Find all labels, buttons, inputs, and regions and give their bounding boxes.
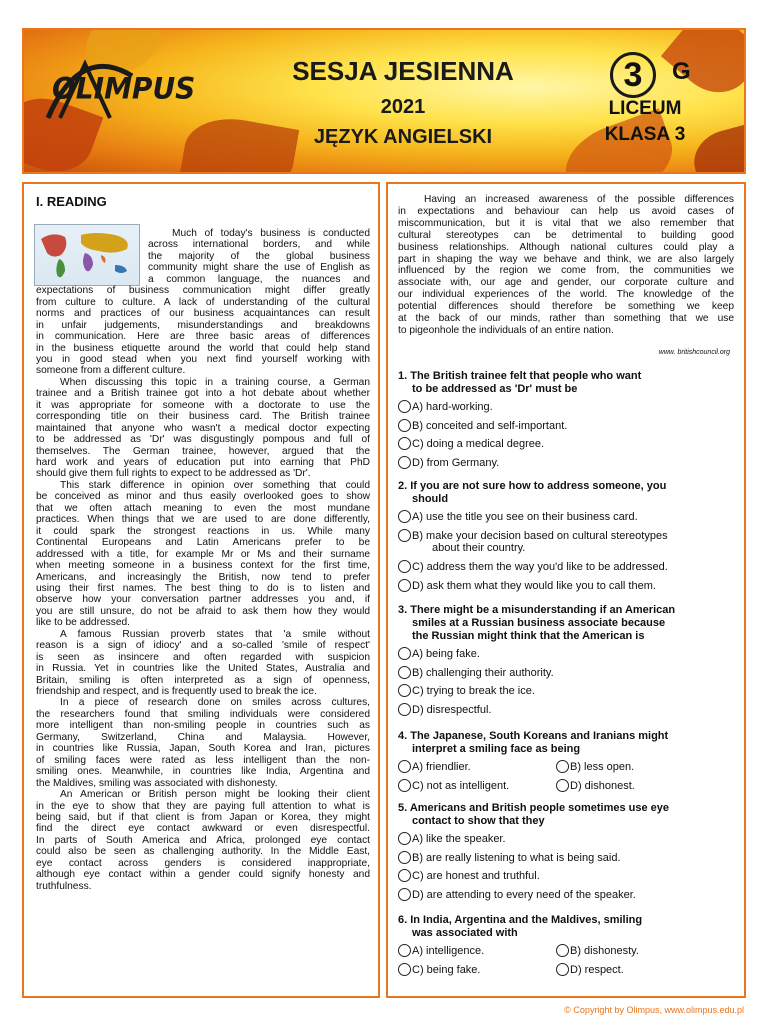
- answer-radio[interactable]: [398, 510, 411, 523]
- article-line: could also be seen as challenging authority. In the Middle East,: [36, 846, 370, 858]
- answer-label: C) doing a medical degree.: [412, 438, 545, 450]
- article-line: community might share the use of English as: [148, 262, 370, 274]
- answer-option[interactable]: [398, 684, 535, 698]
- article-line: business relationships. Although national cultures could play a: [398, 241, 734, 253]
- answer-option[interactable]: [398, 510, 638, 524]
- article-line: that we often attach meaning to even the most mundane: [36, 502, 370, 514]
- question-text: was associated with: [412, 927, 518, 939]
- answer-option[interactable]: [398, 869, 540, 883]
- answer-label: D) dishonest.: [570, 779, 635, 792]
- article-line: themselves. The German trainee, however, argued that the: [36, 445, 370, 457]
- test-letter: G: [672, 58, 691, 85]
- answer-option[interactable]: [398, 832, 506, 846]
- question-text: the Russian might think that the American is: [412, 630, 645, 642]
- reading-column: [22, 182, 380, 998]
- article-line: our individual experiences of the world. The knowledge of the: [398, 289, 734, 301]
- question-text: smiles at a Russian business associate because: [412, 617, 666, 629]
- answer-option[interactable]: [398, 963, 480, 977]
- answer-radio[interactable]: [556, 779, 569, 792]
- article-line: When discussing this topic in a training course, a German: [60, 376, 370, 388]
- article-line: it could spark the strongest reactions in us. While many: [36, 525, 370, 537]
- answer-label: B) dishonesty.: [570, 945, 639, 957]
- article-line: influenced by the region we come from, the communities we: [398, 265, 734, 277]
- article-line: from culture to culture. A lack of understanding of the cultural: [36, 296, 370, 308]
- logo-text: OLIMPUS: [52, 71, 196, 106]
- article-line: friendship and respect, and is frequently used to break the ice.: [36, 686, 317, 697]
- article-line: smiling ones. Meanwhile, in countries like India, Argentina and: [36, 766, 370, 778]
- answer-label-continued: about their country.: [432, 541, 526, 554]
- answer-label: C) being fake.: [412, 963, 481, 976]
- answer-label: B) make your decision based on cultural stereotypes: [412, 529, 668, 542]
- article-line: In a piece of research done on smiles across cultures,: [60, 697, 370, 709]
- answer-radio[interactable]: [398, 437, 411, 450]
- answer-option[interactable]: [398, 647, 480, 661]
- answer-option[interactable]: [398, 944, 484, 958]
- answer-option[interactable]: [398, 888, 636, 902]
- article-line: Having an increased awareness of the possible differences: [424, 194, 734, 205]
- test-number-badge: 3: [610, 52, 656, 98]
- answer-radio[interactable]: [398, 419, 411, 432]
- answer-radio[interactable]: [398, 888, 411, 901]
- article-line: in Russia. Yet in countries like the United States, Australia and: [36, 663, 370, 675]
- question-text: to be addressed as 'Dr' must be: [412, 383, 578, 395]
- article-line: Continental Europeans and Latin Americans prefer to be: [36, 537, 370, 549]
- answer-option[interactable]: [556, 779, 635, 793]
- answer-option[interactable]: [398, 666, 554, 680]
- article-line: in the business etiquette around the world that could help stand: [36, 342, 370, 354]
- answer-radio[interactable]: [398, 400, 411, 413]
- answer-radio[interactable]: [556, 963, 569, 976]
- article-line: the Maldives, smiling was associated with dishonesty.: [36, 777, 278, 789]
- copyright-footer: © Copyright by Olimpus, www.olimpus.edu.pl: [564, 1005, 744, 1015]
- article-line: a common language, the nuances and: [148, 273, 370, 285]
- answer-label: B) challenging their authority.: [412, 666, 554, 679]
- answer-label: C) not as intelligent.: [412, 779, 510, 792]
- answer-radio[interactable]: [398, 647, 411, 660]
- article-line: in the eye to show that they are paying full attention to what is: [36, 800, 370, 812]
- article-line: across international borders, and while: [148, 239, 370, 251]
- level: LICEUM: [608, 98, 682, 119]
- article-line: you are still unsure, do not be afraid to ask them how they would: [36, 605, 370, 617]
- grade: KLASA 3: [604, 124, 686, 145]
- article-line: Germany, Switzerland, China and Malaysia. However,: [36, 731, 370, 743]
- answer-label: D) are attending to every need of the speaker.: [412, 888, 636, 901]
- article-line: part in shaping the way we behave and think, we are also largely: [398, 253, 734, 265]
- article-line: find the direct eye contact awkward or even disrespectful.: [36, 823, 370, 835]
- section-heading: I. READING: [36, 194, 107, 209]
- article-line: more intelligent than non-smiling people in countries such as: [36, 720, 370, 732]
- article-line: trainee and a British trainee got into a hot debate about whether: [36, 388, 370, 400]
- answer-radio[interactable]: [398, 869, 411, 882]
- answer-option[interactable]: [398, 779, 509, 793]
- questions-column: [386, 182, 746, 998]
- article-line: In parts of South America and Africa, prolonged eye contact: [36, 834, 370, 846]
- answer-label: A) intelligence.: [412, 945, 485, 957]
- answer-label: A) use the title you see on their business card.: [412, 511, 638, 523]
- question-text: 3. There might be a misunderstanding if an American: [398, 604, 676, 616]
- answer-label: B) are really listening to what is being said.: [412, 851, 621, 864]
- article-line: should give them full rights to expect to be addressed as 'Dr'.: [36, 468, 311, 480]
- answer-label: B) conceited and self-important.: [412, 419, 568, 432]
- answer-radio[interactable]: [398, 851, 411, 864]
- answer-option[interactable]: [398, 560, 668, 574]
- article-line: maintained that anyone who wasn't a medical doctor expecting: [36, 422, 370, 434]
- answer-radio[interactable]: [398, 944, 411, 957]
- question-text: 6. In India, Argentina and the Maldives, smiling: [398, 914, 643, 926]
- answer-label: D) from Germany.: [412, 456, 500, 469]
- question-text: 1. The British trainee felt that people who want: [398, 370, 642, 382]
- article-line: Much of today's business is conducted: [172, 228, 370, 239]
- article-line: An American or British person might be looking their client: [60, 789, 370, 801]
- session-title: SESJA JESIENNA: [292, 56, 514, 86]
- article-line: being said, but if that client is from Japan or Korea, they might: [36, 811, 370, 823]
- world-map-image: [34, 224, 140, 286]
- answer-radio[interactable]: [398, 779, 411, 792]
- article-line: in countries like Russia, Japan, South Korea and Iran, pictures: [36, 743, 370, 755]
- article-line: like to be addressed.: [36, 617, 131, 629]
- subject: JĘZYK ANGIELSKI: [313, 126, 493, 148]
- answer-option[interactable]: [556, 760, 634, 774]
- article-line: reason is a sign of idiocy' and a so-called 'smile of respect': [36, 640, 370, 652]
- answer-label: A) being fake.: [412, 648, 480, 660]
- article-line: be conceived as minor and thus easily overlooked goes to show: [36, 491, 370, 503]
- answer-option[interactable]: [398, 529, 668, 543]
- article-line: cultural stereotypes can be detrimental to building good: [398, 229, 734, 241]
- article-line: norms and practices of our business acquaintances can result: [36, 308, 370, 320]
- source-credit: www. britishcouncil.org: [658, 349, 730, 356]
- answer-option[interactable]: [398, 419, 567, 433]
- question-text: 5. Americans and British people sometimes use eye: [398, 802, 670, 814]
- answer-option[interactable]: [556, 963, 624, 977]
- answer-option[interactable]: [398, 851, 621, 865]
- answer-label: A) friendlier.: [412, 761, 471, 773]
- article-line: associate with, our age and gender, our corporate culture and: [398, 277, 734, 289]
- answer-radio[interactable]: [398, 560, 411, 573]
- article-line: hard work and years of education put into earning that PhD: [36, 457, 370, 468]
- answer-radio[interactable]: [398, 684, 411, 697]
- article-line: Americans, and increasingly the British, now tend to prefer: [36, 571, 370, 583]
- answer-label: D) ask them what they would like you to call them.: [412, 579, 656, 592]
- question-text: should: [412, 493, 449, 505]
- answer-label: A) hard-working.: [412, 401, 493, 413]
- answer-label: C) address them the way you'd like to be addressed.: [412, 561, 668, 573]
- answer-option[interactable]: [398, 456, 499, 470]
- article-line: although eye contact within a gender could signify honesty and: [36, 869, 370, 881]
- article-line: Britain, smiling is often interpreted as a sign of openness,: [36, 674, 370, 686]
- article-line: is seen as insincere and often regarded with suspicion: [36, 651, 370, 663]
- question-text: 2. If you are not sure how to address someone, you: [398, 480, 667, 492]
- article-line: corresponding title on their business card. The British trainee: [36, 411, 370, 423]
- article-line: it was appropriate for someone with a doctorate to use the: [36, 399, 370, 411]
- answer-option[interactable]: [398, 400, 493, 414]
- question-text: 4. The Japanese, South Koreans and Iranians might: [398, 730, 669, 742]
- article-line: This stark difference in opinion over something that could: [60, 479, 370, 491]
- article-line: at the back of our minds, rather than something that we use: [398, 313, 734, 324]
- article-line: expectations of business communication might differ greatly: [36, 285, 370, 297]
- article-line: A famous Russian proverb states that 'a smile without: [60, 628, 370, 640]
- answer-option[interactable]: [398, 437, 544, 451]
- answer-radio[interactable]: [398, 832, 411, 845]
- article-line: you in good stead when you next find yourself working with: [36, 353, 370, 365]
- answer-label: A) like the speaker.: [412, 833, 506, 845]
- question-text: interpret a smiling face as being: [412, 743, 581, 755]
- article-line: truthfulness.: [36, 880, 92, 892]
- article-line: in communication. Here are three basic areas of differences: [36, 331, 370, 343]
- question-text: contact to show that they: [412, 815, 545, 827]
- answer-label: B) less open.: [570, 761, 635, 773]
- year: 2021: [380, 96, 426, 118]
- answer-label: D) disrespectful.: [412, 703, 492, 716]
- answer-radio[interactable]: [398, 529, 411, 542]
- answer-option[interactable]: [398, 760, 471, 774]
- answer-radio[interactable]: [556, 944, 569, 957]
- answer-label: C) are honest and truthful.: [412, 870, 540, 882]
- article-line: when meeting someone in a business context for the first time,: [36, 560, 370, 572]
- answer-label: C) trying to break the ice.: [412, 685, 535, 697]
- answer-radio[interactable]: [398, 703, 411, 716]
- article-line: eye contact across genders is considered inappropriate,: [36, 857, 370, 869]
- article-line: observe how your conversation partner addresses you and, if: [36, 594, 370, 606]
- article-line: someone from a different culture.: [36, 365, 186, 377]
- article-line: miscommunication, but it is vital that we also remember that: [398, 217, 734, 229]
- article-line: addressed with a title, for example Mr or Ms and their surname: [36, 548, 370, 560]
- article-line: in expectations and behaviour can help us avoid cases of: [398, 205, 734, 217]
- article-line: potential differences should therefore be something we keep: [398, 301, 734, 313]
- answer-label: D) respect.: [570, 963, 624, 976]
- answer-radio[interactable]: [398, 963, 411, 976]
- article-line: the researchers found that smiling individuals were considered: [36, 708, 370, 720]
- answer-option[interactable]: [556, 944, 639, 958]
- article-line: in unfair judgements, misunderstandings and breakdowns: [36, 319, 370, 331]
- answer-radio[interactable]: [556, 760, 569, 773]
- answer-radio[interactable]: [398, 666, 411, 679]
- article-line: practices. When things that we are used to are done differently,: [36, 514, 370, 526]
- answer-radio[interactable]: [398, 456, 411, 469]
- article-line: to pigeonhole the individuals of an entire nation.: [398, 324, 614, 336]
- answer-radio[interactable]: [398, 760, 411, 773]
- article-line: of smiling faces were rated as less intelligent than the non-: [36, 754, 370, 766]
- answer-radio[interactable]: [398, 579, 411, 592]
- article-line: the majority of the global business: [148, 250, 370, 262]
- answer-option[interactable]: [398, 579, 656, 593]
- article-line: using their first names. The best thing to do is to listen and: [36, 582, 370, 594]
- article-line: to be addressed as 'Dr' was disgustingly pompous and full of: [36, 434, 370, 446]
- answer-option[interactable]: [398, 703, 491, 717]
